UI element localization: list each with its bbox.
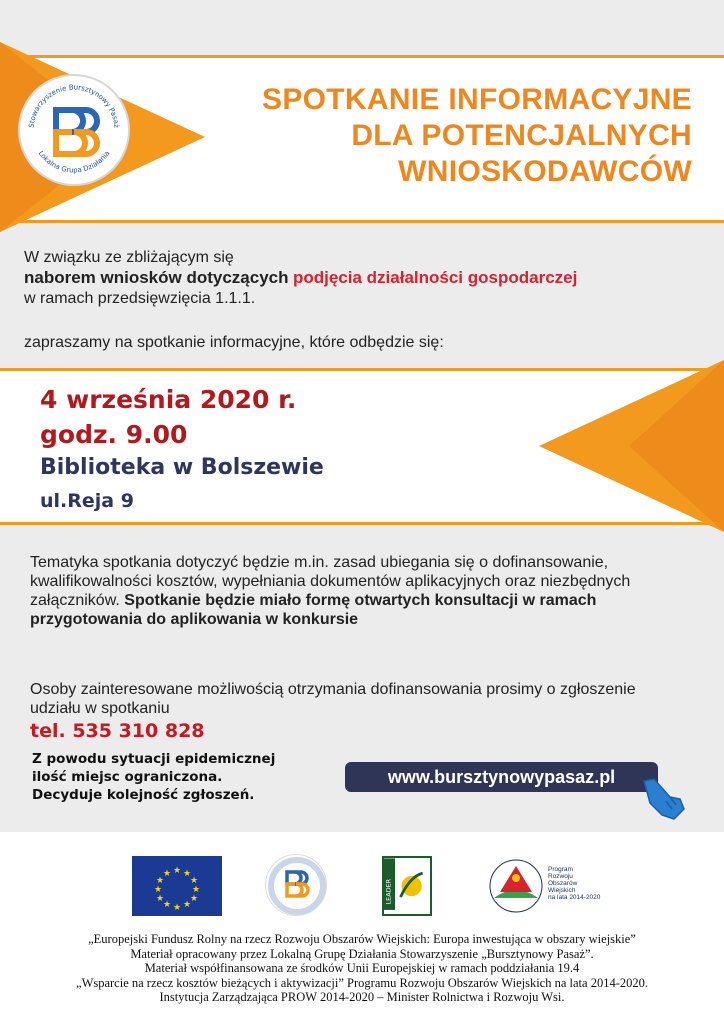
epidemic-warning <box>32 750 332 804</box>
svg-text:★: ★ <box>182 869 192 879</box>
title-line-3: WNIOSKODAWCÓW <box>398 155 692 188</box>
topics-body: Tematyka spotkania dotyczyć będzie m.in. zasad ubiegania się o dofinansowanie, kwalifikowalności kosztów, wypełniania dokumentów aplikacyjnych oraz niezbędnych załączników. <box>30 554 631 609</box>
svg-text:★: ★ <box>162 900 172 910</box>
title-line-1: SPOTKANIE INFORMACYJNE <box>262 83 692 116</box>
leader-logo <box>382 856 432 916</box>
svg-text:★: ★ <box>172 903 182 913</box>
intro-text <box>24 248 714 309</box>
prow-text <box>548 866 600 901</box>
warning-line-3: Decyduje kolejność zgłoszeń. <box>32 787 255 803</box>
topics-bold: Spotkanie będzie miało formę otwartych konsultacji w ramach przygotowania do aplikowania w konkursie <box>30 592 597 628</box>
prow-text-1: Program <box>548 866 573 873</box>
event-decor-triangle-shade <box>629 360 724 532</box>
intro-line-2 <box>24 268 714 289</box>
bb-monogram-small-icon <box>266 855 328 917</box>
credit-line-2: Materiał opracowany przez Lokalną Grupę Działania Stowarzyszenie „Bursztynowy Pasaż”. <box>130 946 594 961</box>
svg-text:★: ★ <box>189 876 199 886</box>
leader-label: LEADER <box>384 878 393 905</box>
topics-text <box>30 553 700 629</box>
funding-credits <box>12 932 712 1005</box>
lgd-logo-small <box>265 854 327 916</box>
credit-line-1: „Europejski Fundusz Rolny na rzecz Rozwoju Obszarów Wiejskich: Europa inwestująca w obszary wiejskie” <box>88 932 636 946</box>
credit-line-3: Materiał współfinansowana ze środków Unii Europejskiej w ramach poddziałania 19.4 <box>144 961 580 975</box>
prow-text-2: Rozwoju <box>548 873 573 880</box>
prow-text-5: na lata 2014-2020 <box>548 894 601 901</box>
event-time: godz. 9.00 <box>40 420 188 449</box>
pointing-hand-icon <box>640 775 686 821</box>
intro-bold-text: naborem wniosków dotyczących <box>24 268 289 287</box>
svg-text:★: ★ <box>189 894 199 904</box>
event-street: ul.Reja 9 <box>40 490 134 512</box>
intro-highlight-text: podjęcia działalności gospodarczej <box>292 268 578 287</box>
intro-line-3: w ramach przedsięwzięcia 1.1.1. <box>24 290 256 307</box>
website-link[interactable]: www.bursztynowypasaz.pl <box>345 762 658 792</box>
prow-text-4: Wiejskich <box>548 887 576 894</box>
contact-text: Osoby zainteresowane możliwością otrzymania dofinansowania prosimy o zgłoszenie udziału w spotkaniu <box>30 681 636 717</box>
svg-text:★: ★ <box>153 885 163 895</box>
credit-line-5: Instytucja Zarządzająca PROW 2014-2020 – Minister Rolnictwa i Rozwoju Wsi. <box>159 990 565 1004</box>
phone-number[interactable]: tel. 535 310 828 <box>30 720 205 742</box>
invite-text: zapraszamy na spotkanie informacyjne, które odbędzie się: <box>24 334 444 351</box>
logo-ring-bottom-text: Lokalna Grupa Działania <box>36 149 112 175</box>
page-title <box>212 82 692 190</box>
bb-monogram-icon <box>46 102 106 162</box>
title-line-2: DLA POTENCJALNYCH <box>351 119 692 152</box>
svg-text:★: ★ <box>172 866 182 876</box>
credit-line-4: „Wsparcie na rzecz kosztów bieżących i aktywizacji” Programu Rozwoju Obszarów Wiejskich na lata 2014-2020. <box>76 975 648 990</box>
logo-ring-top-text: Stowarzyszenie Bursztynowy Pasaż <box>27 83 121 129</box>
warning-line-2: ilość miejsc ograniczona. <box>32 769 223 785</box>
svg-text:★: ★ <box>162 869 172 879</box>
svg-text:★: ★ <box>155 876 165 886</box>
lgd-logo <box>18 74 130 186</box>
prow-text-3: Obszarów <box>548 880 578 887</box>
event-date: 4 września 2020 r. <box>40 385 297 414</box>
event-place: Biblioteka w Bolszewie <box>40 455 324 480</box>
svg-text:★: ★ <box>191 885 201 895</box>
svg-text:★: ★ <box>155 894 165 904</box>
intro-line-1: W związku ze zbliżającym się <box>24 249 234 266</box>
eu-flag-icon <box>132 856 222 916</box>
svg-text:★: ★ <box>182 900 192 910</box>
warning-line-1: Z powodu sytuacji epidemicznej <box>32 751 276 767</box>
